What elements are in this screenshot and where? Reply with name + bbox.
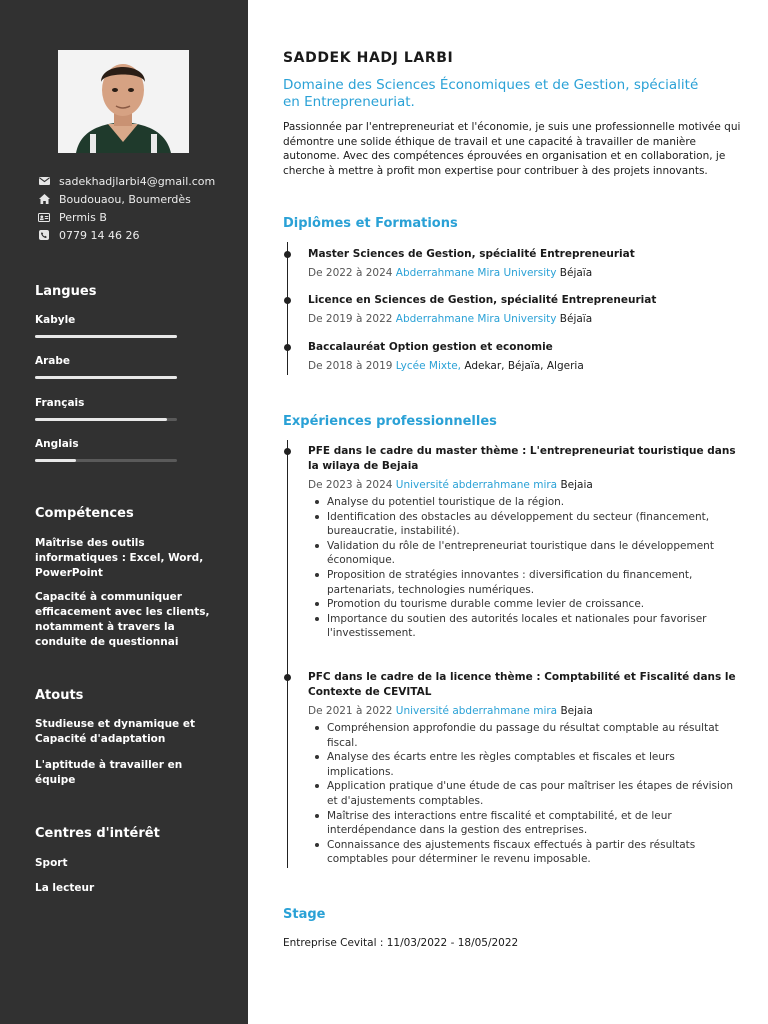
language-name: Anglais <box>35 438 79 450</box>
education-entry <box>308 293 738 327</box>
asset-item: L'aptitude à travailler en équipe <box>35 759 183 786</box>
education-heading: Diplômes et Formations <box>283 216 458 231</box>
contact-phone[interactable] <box>38 226 243 244</box>
language-level-fill <box>35 459 76 462</box>
experience-meta <box>308 704 738 719</box>
portrait-image <box>58 50 189 153</box>
email-text[interactable]: sadekhadjlarbi4@gmail.com <box>59 174 216 188</box>
education-dates: De 2018 à 2019 <box>308 360 393 372</box>
skill-item: Maîtrise des outils informatiques : Excel, Word, PowerPoint <box>35 537 204 579</box>
contact-email[interactable] <box>38 172 243 190</box>
list-item: Compréhension approfondie du passage du résultat comptable au résultat fiscal. <box>308 721 738 750</box>
contact-list <box>38 172 243 244</box>
interests-heading: Centres d'intérêt <box>35 826 160 841</box>
list-item: Analyse des écarts entre les règles comptables et fiscales et leurs implications. <box>308 750 738 779</box>
education-location: Béjaïa <box>559 313 593 325</box>
phone-text[interactable]: 0779 14 46 26 <box>59 228 140 242</box>
experience-dates: De 2023 à 2024 <box>308 479 393 491</box>
experience-entry <box>308 670 738 867</box>
experience-meta <box>308 478 738 493</box>
envelope-icon <box>38 176 50 186</box>
language-item <box>35 314 177 338</box>
list-item: Connaissance des ajustements fiscaux effectués à partir des résultats comptables pour déterminer le revenu imposable. <box>308 838 738 867</box>
skills-heading: Compétences <box>35 506 134 521</box>
list-item: Validation du rôle de l'entrepreneuriat touristique dans le développement économique. <box>308 539 738 568</box>
experience-entry <box>308 444 738 641</box>
language-level-bar <box>35 418 177 421</box>
language-level-bar <box>35 335 177 338</box>
language-name: Arabe <box>35 355 71 367</box>
experience-institution: Université abderrahmane mira <box>395 705 558 717</box>
education-timeline <box>287 242 288 375</box>
candidate-subtitle: Domaine des Sciences Économiques et de Gestion, spécialité en Entrepreneuriat. <box>283 77 699 110</box>
education-location: Adekar, Béjaïa, Algeria <box>464 360 584 372</box>
experience-dates: De 2021 à 2022 <box>308 705 393 717</box>
sidebar <box>0 0 248 1024</box>
interest-item: La lecteur <box>35 882 95 894</box>
language-name: Kabyle <box>35 314 76 326</box>
profile-summary: Passionnée par l'entrepreneuriat et l'économie, je suis une professionnelle motivée qui démontre une solide éthique de travail et une capacité à travailler de manière autonome. Avec des compétences éprouvées en organisation et en collaboration, je cherche à mettre à profit mon expertise pour contribuer à des projets innovants. <box>283 121 741 177</box>
experience-location: Bejaia <box>560 479 593 491</box>
id-card-icon <box>38 212 50 222</box>
languages-heading: Langues <box>35 284 97 299</box>
education-title: Master Sciences de Gestion, spécialité Entrepreneuriat <box>308 248 635 260</box>
experience-title: PFE dans le cadre du master thème : L'entrepreneuriat touristique dans la wilaya de Bejaia <box>308 445 736 472</box>
list-item: Maîtrise des interactions entre fiscalité et comptabilité, et de leur interdépendance dans la gestion des entreprises. <box>308 809 738 838</box>
timeline-dot <box>284 251 291 258</box>
timeline-dot <box>284 344 291 351</box>
license-text: Permis B <box>59 210 107 224</box>
list-item: Application pratique d'une étude de cas pour maîtriser les étapes de révision et d'ajustements comptables. <box>308 779 738 808</box>
education-meta <box>308 312 738 327</box>
education-meta <box>308 359 738 374</box>
phone-icon <box>38 230 50 240</box>
language-name: Français <box>35 397 85 409</box>
home-icon <box>38 194 50 204</box>
experience-bullets <box>308 721 738 867</box>
experience-location: Bejaia <box>560 705 593 717</box>
contact-address <box>38 190 243 208</box>
address-text: Boudouaou, Boumerdès <box>59 192 191 206</box>
stage-heading: Stage <box>283 907 326 922</box>
assets-heading: Atouts <box>35 688 84 703</box>
list-item: Analyse du potentiel touristique de la région. <box>308 495 738 510</box>
education-title: Licence en Sciences de Gestion, spécialité Entrepreneuriat <box>308 294 657 306</box>
experience-institution: Université abderrahmane mira <box>395 479 558 491</box>
education-entry <box>308 340 738 374</box>
stage-text: Entreprise Cevital : 11/03/2022 - 18/05/2022 <box>283 937 519 949</box>
education-title: Baccalauréat Option gestion et economie <box>308 341 553 353</box>
education-meta <box>308 266 738 281</box>
language-level-bar <box>35 459 177 462</box>
list-item: Identification des obstacles au développement du secteur (financement, bureaucratie, instabilité). <box>308 510 738 539</box>
language-item <box>35 397 177 421</box>
education-institution: Abderrahmane Mira University <box>395 267 557 279</box>
language-item <box>35 438 177 462</box>
candidate-name: SADDEK HADJ LARBI <box>283 50 454 66</box>
experience-bullets <box>308 495 738 641</box>
skill-item: Capacité à communiquer efficacement avec les clients, notamment à travers la conduite de questionnai <box>35 591 210 648</box>
education-entry <box>308 247 738 281</box>
timeline-dot <box>284 297 291 304</box>
language-level-fill <box>35 335 177 338</box>
timeline-dot <box>284 448 291 455</box>
education-location: Béjaïa <box>559 267 593 279</box>
profile-photo <box>58 50 189 153</box>
language-level-fill <box>35 376 177 379</box>
experience-timeline <box>287 440 288 868</box>
education-dates: De 2019 à 2022 <box>308 313 393 325</box>
interest-item: Sport <box>35 857 68 869</box>
education-dates: De 2022 à 2024 <box>308 267 393 279</box>
education-institution: Abderrahmane Mira University <box>395 313 557 325</box>
language-level-fill <box>35 418 167 421</box>
asset-item: Studieuse et dynamique et Capacité d'adaptation <box>35 718 195 745</box>
education-institution: Lycée Mixte, <box>395 360 462 372</box>
experience-title: PFC dans le cadre de la licence thème : Comptabilité et Fiscalité dans le Contexte de CEVITAL <box>308 671 736 698</box>
language-level-bar <box>35 376 177 379</box>
list-item: Proposition de stratégies innovantes : diversification du financement, partenariats, technologies numériques. <box>308 568 738 597</box>
contact-license <box>38 208 243 226</box>
language-item <box>35 355 177 379</box>
experience-heading: Expériences professionnelles <box>283 414 497 429</box>
list-item: Promotion du tourisme durable comme levier de croissance. <box>308 597 738 612</box>
timeline-dot <box>284 674 291 681</box>
list-item: Importance du soutien des autorités locales et nationales pour favoriser l'investissement. <box>308 612 738 641</box>
